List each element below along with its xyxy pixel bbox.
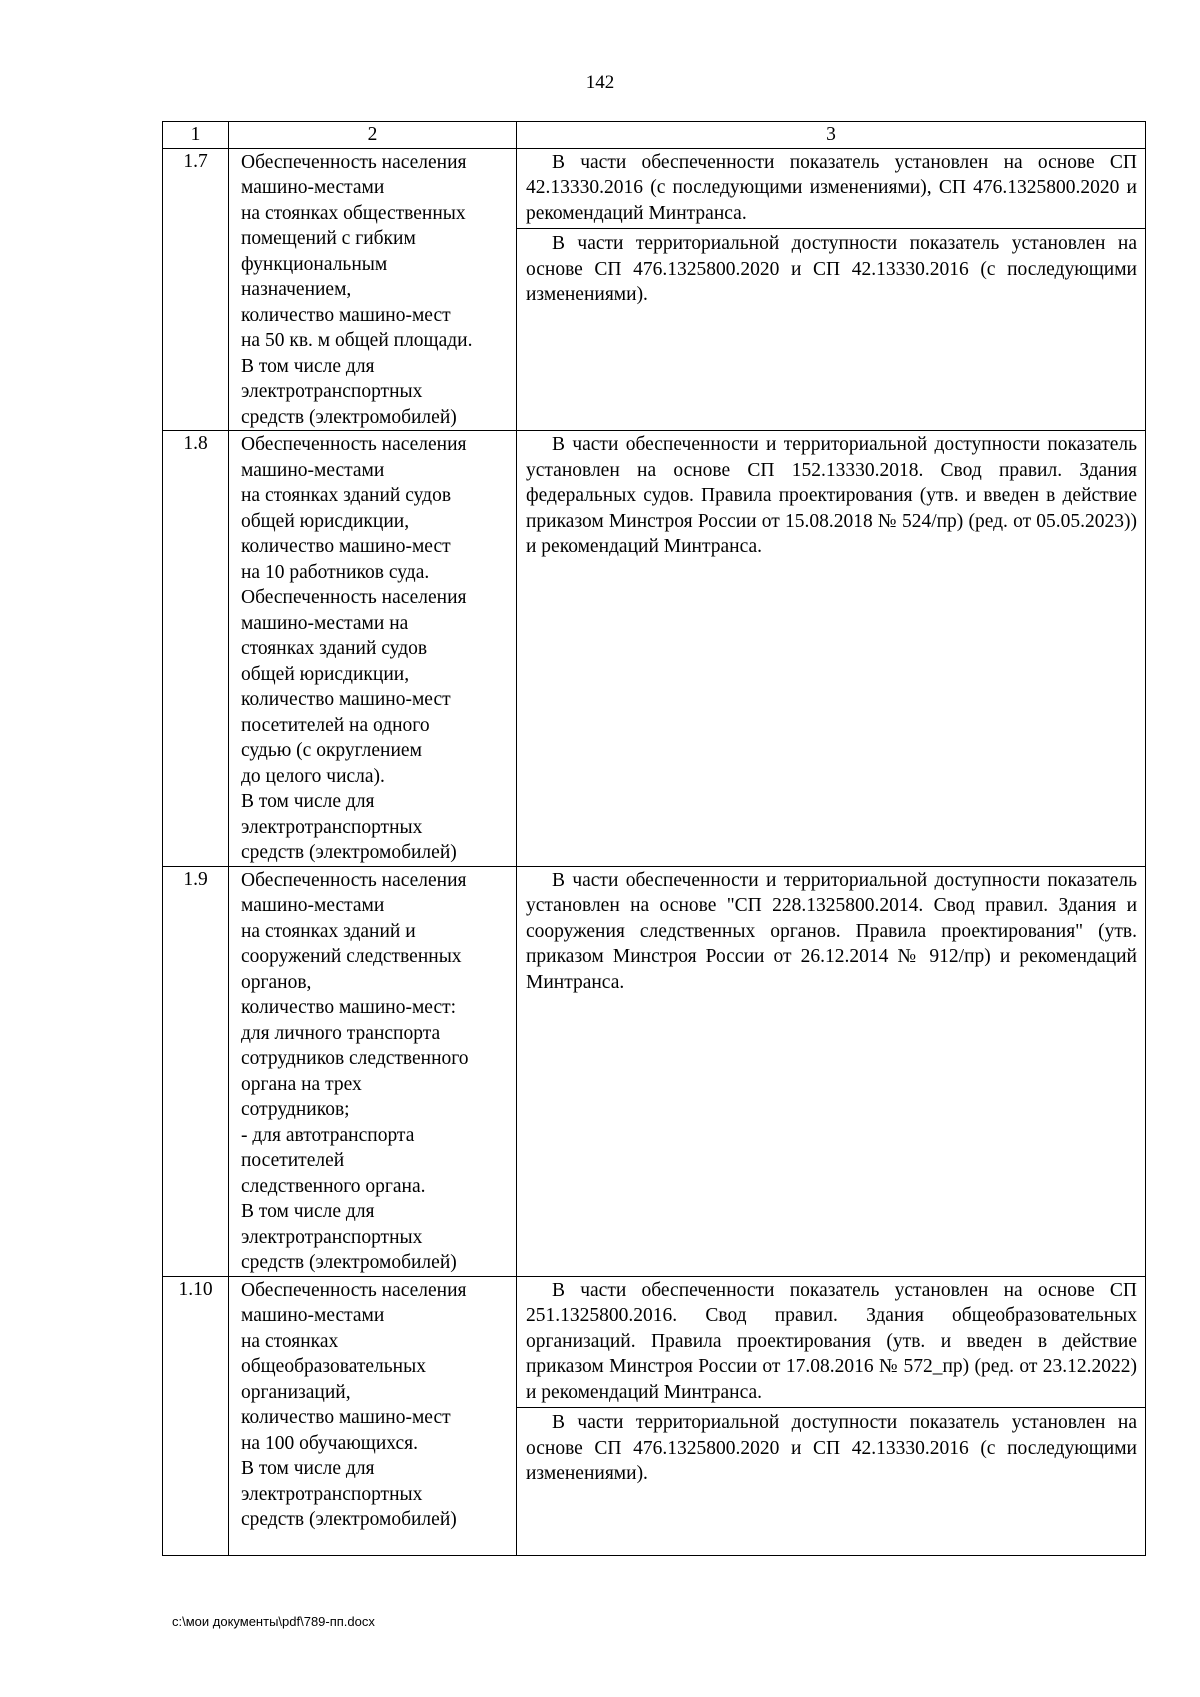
indicator-cell xyxy=(229,148,517,431)
basis-cell xyxy=(517,431,1146,867)
row-number: 1.8 xyxy=(163,431,229,867)
file-path-footer: c:\мои документы\pdf\789-пп.docx xyxy=(172,1614,375,1629)
indicator-cell xyxy=(229,1276,517,1555)
indicator-text: Обеспеченность населения машино-местами на стоянках зданий и сооружений следственных органов, количество машино-мест: для личного транспорта сотрудников следственного органа на трех сотрудников; - для автотранспорта посетителей следственного органа. В том числе для электротранспортных средств (электромобилей) xyxy=(241,869,469,1273)
header-col-3: 3 xyxy=(517,122,1146,149)
basis-cell xyxy=(517,866,1146,1276)
row-number: 1.10 xyxy=(163,1276,229,1555)
basis-cell xyxy=(517,148,1146,431)
header-col-1: 1 xyxy=(163,122,229,149)
row-number: 1.7 xyxy=(163,148,229,431)
basis-note: В части обеспеченности показатель установлен на основе СП 42.13330.2016 (с последующими изменениями), СП 476.1325800.2020 и рекомендаций Минтранса. xyxy=(526,151,1137,224)
basis-note: В части обеспеченности показатель установлен на основе СП 251.1325800.2016. Свод правил. Здания общеобразовательных организаций. Правила проектирования (утв. и введен в действие приказом Минстроя России от 17.08.2016 № 572_пр) (ред. от 23.12.2022) и рекомендаций Минтранса. xyxy=(526,1279,1137,1403)
row-number: 1.9 xyxy=(163,866,229,1276)
table-row xyxy=(163,866,1146,1276)
basis-note: В части территориальной доступности показатель установлен на основе СП 476.1325800.2020 и СП 42.13330.2016 (с последующими изменениями). xyxy=(517,1407,1145,1488)
basis-note: В части обеспеченности и территориальной доступности показатель установлен на основе СП 152.13330.2018. Свод правил. Здания федеральных судов. Правила проектирования (утв. и введен в действие приказом Минстроя России от 15.08.2018 № 524/пр) (ред. от 05.05.2023)) и рекомендаций Минтранса. xyxy=(526,434,1137,557)
indicator-text: Обеспеченность населения машино-местами на стоянках зданий судов общей юрисдикции, количество машино-мест на 10 работников суда. Обеспеченность населения машино-местами на стоянках зданий судов общей юрисдикции, количество машино-мест посетителей на одного судью (с округлением до целого числа). В том числе для электротранспортных средств (электромобилей) xyxy=(241,434,467,863)
table-row xyxy=(163,148,1146,431)
page-number: 142 xyxy=(585,72,615,93)
indicator-cell xyxy=(229,431,517,867)
header-col-2: 2 xyxy=(229,122,517,149)
indicator-cell xyxy=(229,866,517,1276)
indicator-text: Обеспеченность населения машино-местами на стоянках общественных помещений с гибким функциональным назначением, количество машино-мест на 50 кв. м общей площади. В том числе для электротранспортных средств (электромобилей) xyxy=(241,151,473,428)
basis-cell xyxy=(517,1276,1146,1555)
table-row xyxy=(163,1276,1146,1555)
indicators-table xyxy=(162,121,1146,1556)
table-header-row xyxy=(163,122,1146,149)
indicator-text: Обеспеченность населения машино-местами на стоянках общеобразовательных организаций, количество машино-мест на 100 обучающихся. В том числе для электротранспортных средств (электромобилей) xyxy=(241,1279,467,1530)
table-row xyxy=(163,431,1146,867)
basis-note: В части обеспеченности и территориальной доступности показатель установлен на основе "СП 228.1325800.2014. Свод правил. Здания и сооружения следственных органов. Правила проектирования" (утв. приказом Минстроя России от 26.12.2014 № 912/пр) и рекомендаций Минтранса. xyxy=(526,869,1137,993)
basis-note: В части территориальной доступности показатель установлен на основе СП 476.1325800.2020 и СП 42.13330.2016 (с последующими изменениями). xyxy=(517,228,1145,309)
